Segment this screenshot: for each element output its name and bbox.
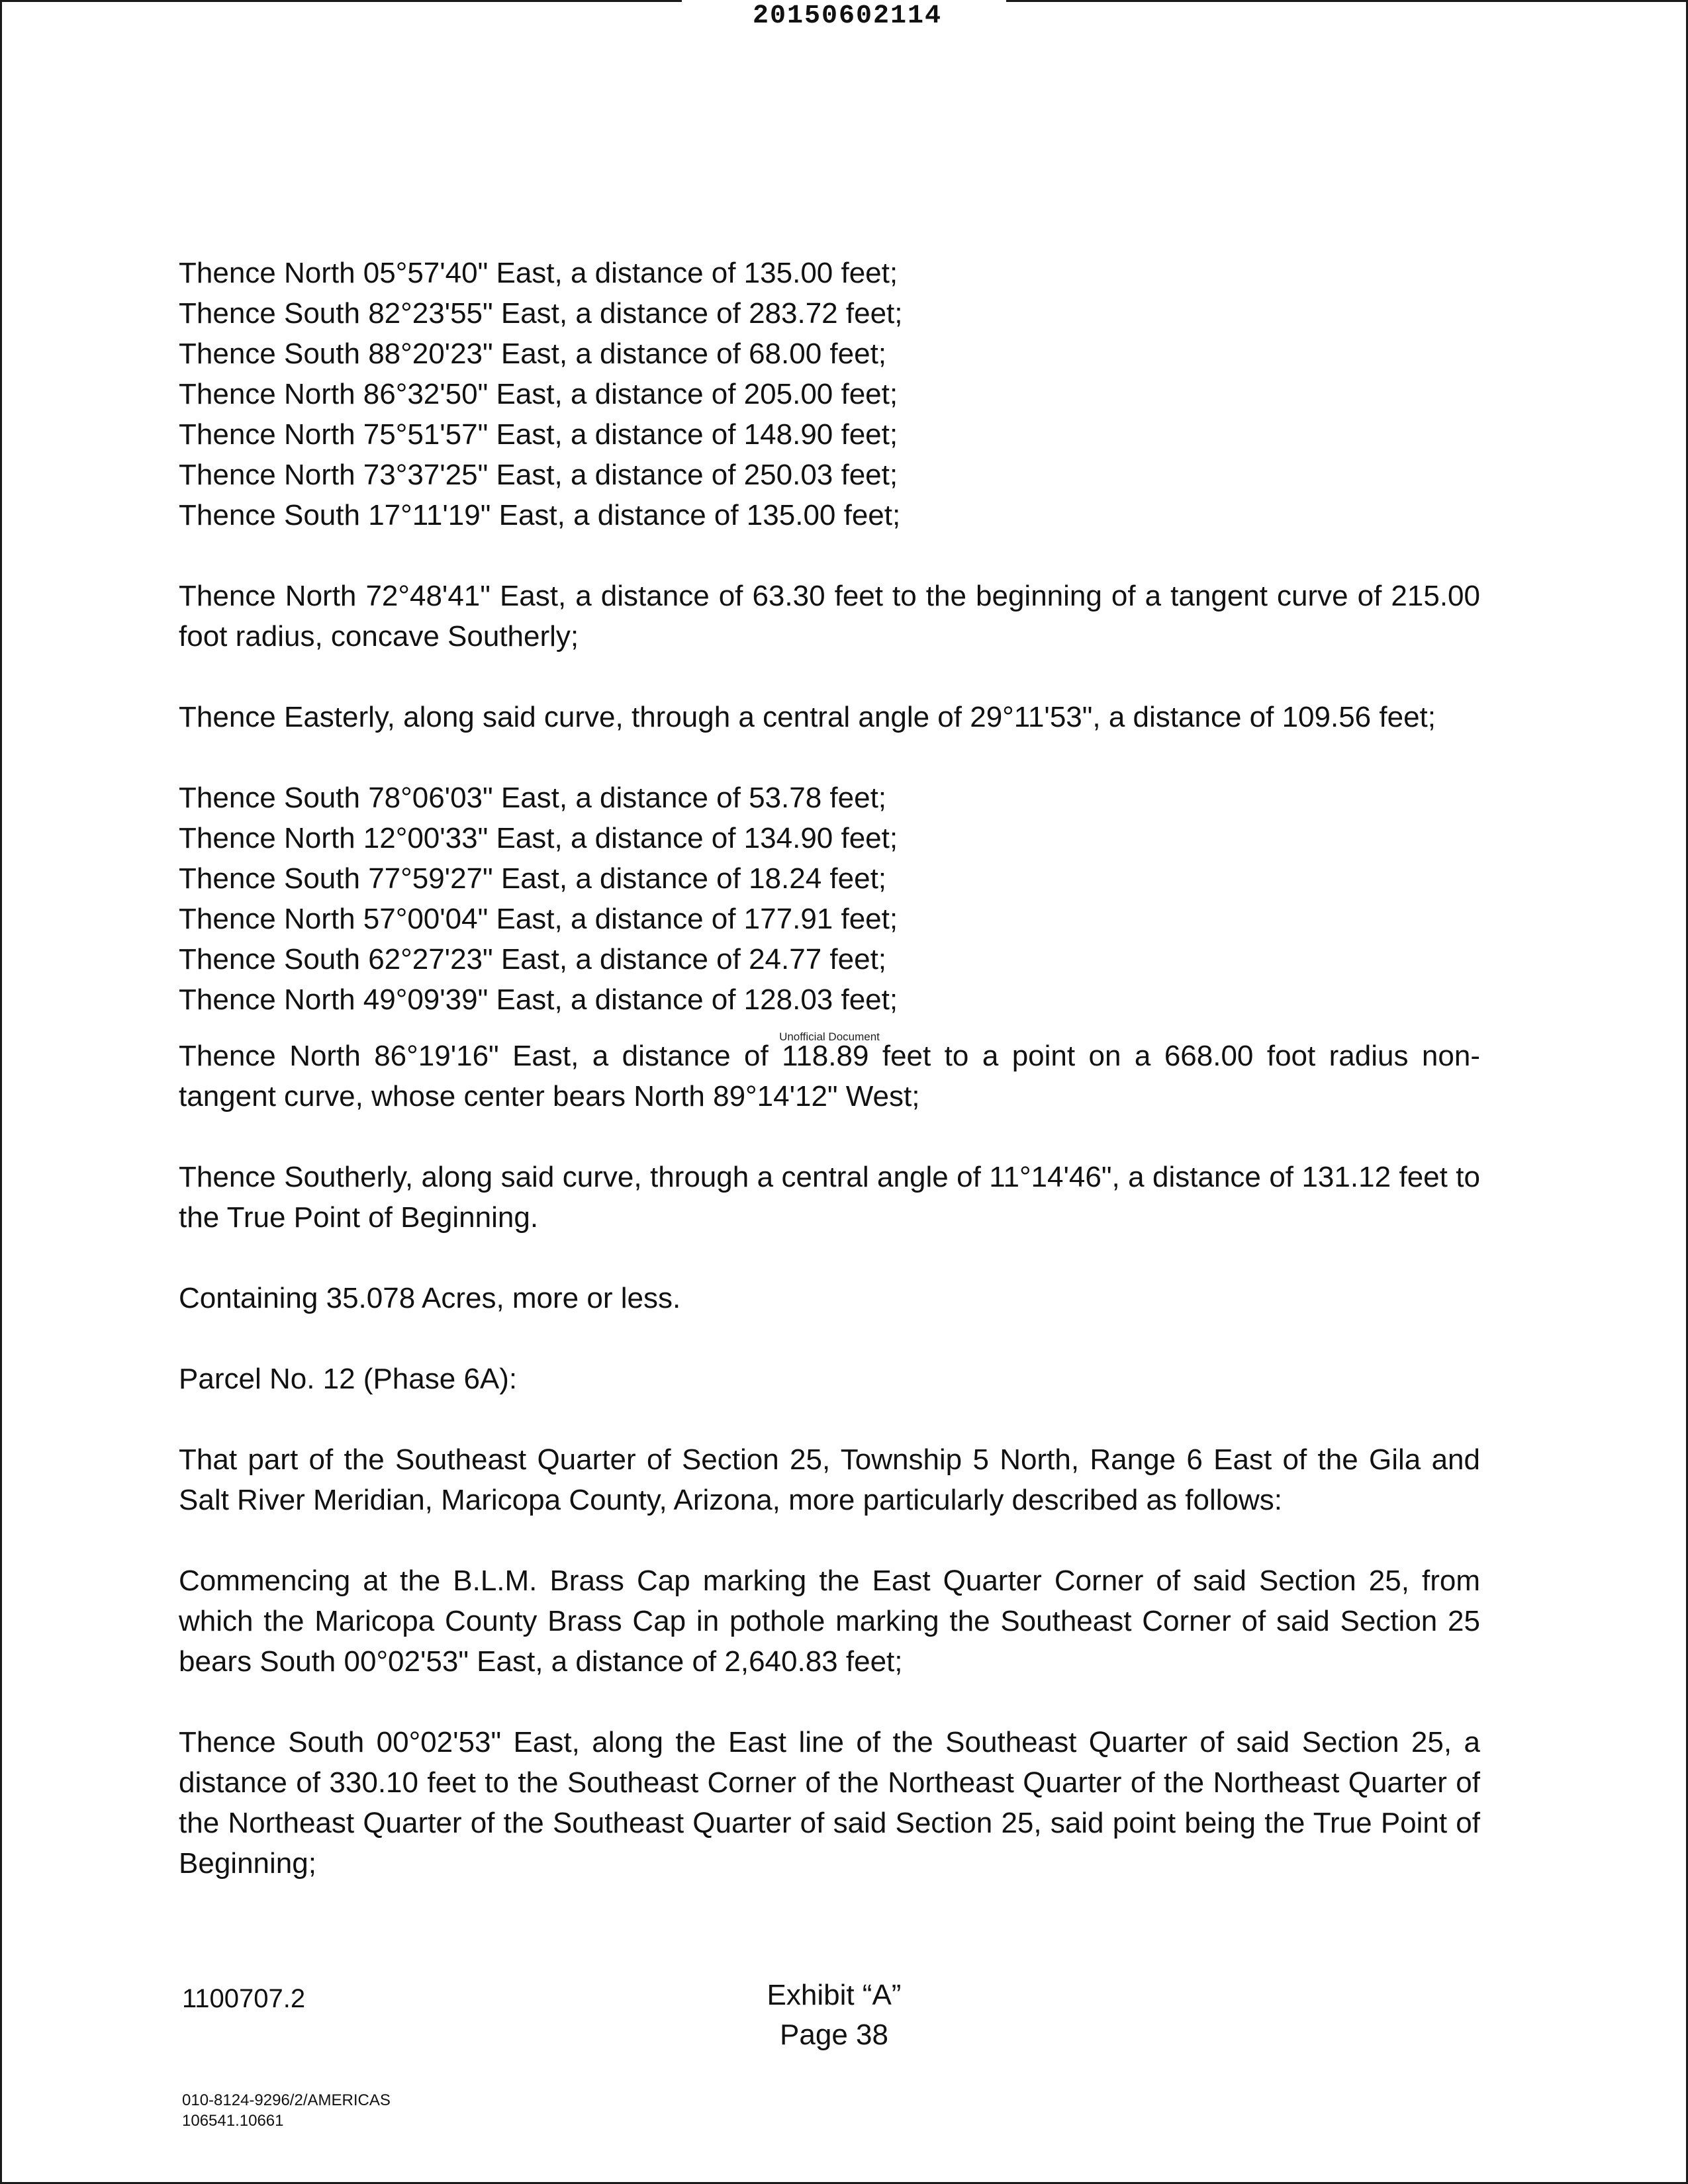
- reference-code-line: 106541.10661: [182, 2112, 284, 2130]
- course-list-1: [179, 253, 1480, 535]
- exhibit-label: Exhibit “A”: [767, 1979, 902, 2011]
- reference-codes: [182, 2090, 391, 2131]
- tangent-curve-paragraph: Thence North 72°48'41" East, a distance of 63.30 feet to the beginning of a tangent curve of 215.00 foot radius, concave Southerly;: [179, 580, 1480, 653]
- reference-code-line: 010-8124-9296/2/AMERICAS: [182, 2091, 391, 2109]
- page-border-top-right: [1006, 0, 1688, 2]
- curve-southerly-paragraph: Thence Southerly, along said curve, through a central angle of 11°14'46", a distance of 131.12 feet to the True Point of Beginning.: [179, 1161, 1480, 1234]
- parcel-location-paragraph: That part of the Southeast Quarter of Section 25, Township 5 North, Range 6 East of the Gila and Salt River Meridian, Maricopa County, Arizona, more particularly described as follows:: [179, 1443, 1480, 1516]
- course-line: Thence North 49°09'39" East, a distance of 128.03 feet;: [179, 983, 898, 1016]
- course-line: Thence South 77°59'27" East, a distance of 18.24 feet;: [179, 862, 887, 895]
- recording-number: 20150602114: [752, 1, 943, 31]
- commencing-paragraph: Commencing at the B.L.M. Brass Cap marking the East Quarter Corner of said Section 25, from which the Maricopa County Brass Cap in pothole marking the Southeast Corner of said Section 25 bears South 00°02'53" East, a distance of 2,640.83 feet;: [179, 1565, 1480, 1678]
- curve-easterly-paragraph: Thence Easterly, along said curve, through a central angle of 29°11'53", a distance of 109.56 feet;: [179, 701, 1436, 733]
- course-line: Thence North 73°37'25" East, a distance of 250.03 feet;: [179, 459, 898, 491]
- acreage-paragraph: Containing 35.078 Acres, more or less.: [179, 1282, 681, 1314]
- document-id: 1100707.2: [182, 1984, 306, 2013]
- course-line: Thence South 82°23'55" East, a distance of 283.72 feet;: [179, 297, 903, 330]
- course-line: Thence North 12°00'33" East, a distance of 134.90 feet;: [179, 822, 898, 854]
- course-line: Thence North 57°00'04" East, a distance of 177.91 feet;: [179, 903, 898, 935]
- course-line: Thence South 88°20'23" East, a distance of 68.00 feet;: [179, 338, 887, 370]
- parcel-heading: Parcel No. 12 (Phase 6A):: [179, 1363, 518, 1395]
- unofficial-document-watermark: Unofficial Document: [779, 1030, 880, 1043]
- course-line: Thence North 75°51'57" East, a distance of 148.90 feet;: [179, 418, 898, 451]
- non-tangent-curve-paragraph: Thence North 86°19'16" East, a distance of 118.89 feet to a point on a 668.00 foot radius non-tangent curve, whose center bears North 89°14'12" West;: [179, 1040, 1480, 1113]
- course-line: Thence North 05°57'40" East, a distance of 135.00 feet;: [179, 257, 898, 289]
- page-border-left: [0, 0, 2, 2184]
- course-line: Thence South 17°11'19" East, a distance of 135.00 feet;: [179, 499, 901, 531]
- true-point-paragraph: Thence South 00°02'53" East, along the East line of the Southeast Quarter of said Section 25, a distance of 330.10 feet to the Southeast Corner of the Northeast Quarter of the Northeast Quarter of the Northeast Quarter of the Southeast Quarter of said Section 25, said point being the True Point of Beginning;: [179, 1726, 1480, 1880]
- course-line: Thence South 62°27'23" East, a distance of 24.77 feet;: [179, 943, 887, 976]
- legal-description: [179, 253, 1480, 1884]
- course-line: Thence South 78°06'03" East, a distance of 53.78 feet;: [179, 782, 887, 814]
- page-number: Page 38: [780, 2019, 888, 2051]
- course-line: Thence North 86°32'50" East, a distance of 205.00 feet;: [179, 378, 898, 410]
- course-list-2: [179, 778, 1480, 1020]
- exhibit-label-block: [662, 1976, 1006, 2055]
- page-border-top-left: [0, 0, 682, 2]
